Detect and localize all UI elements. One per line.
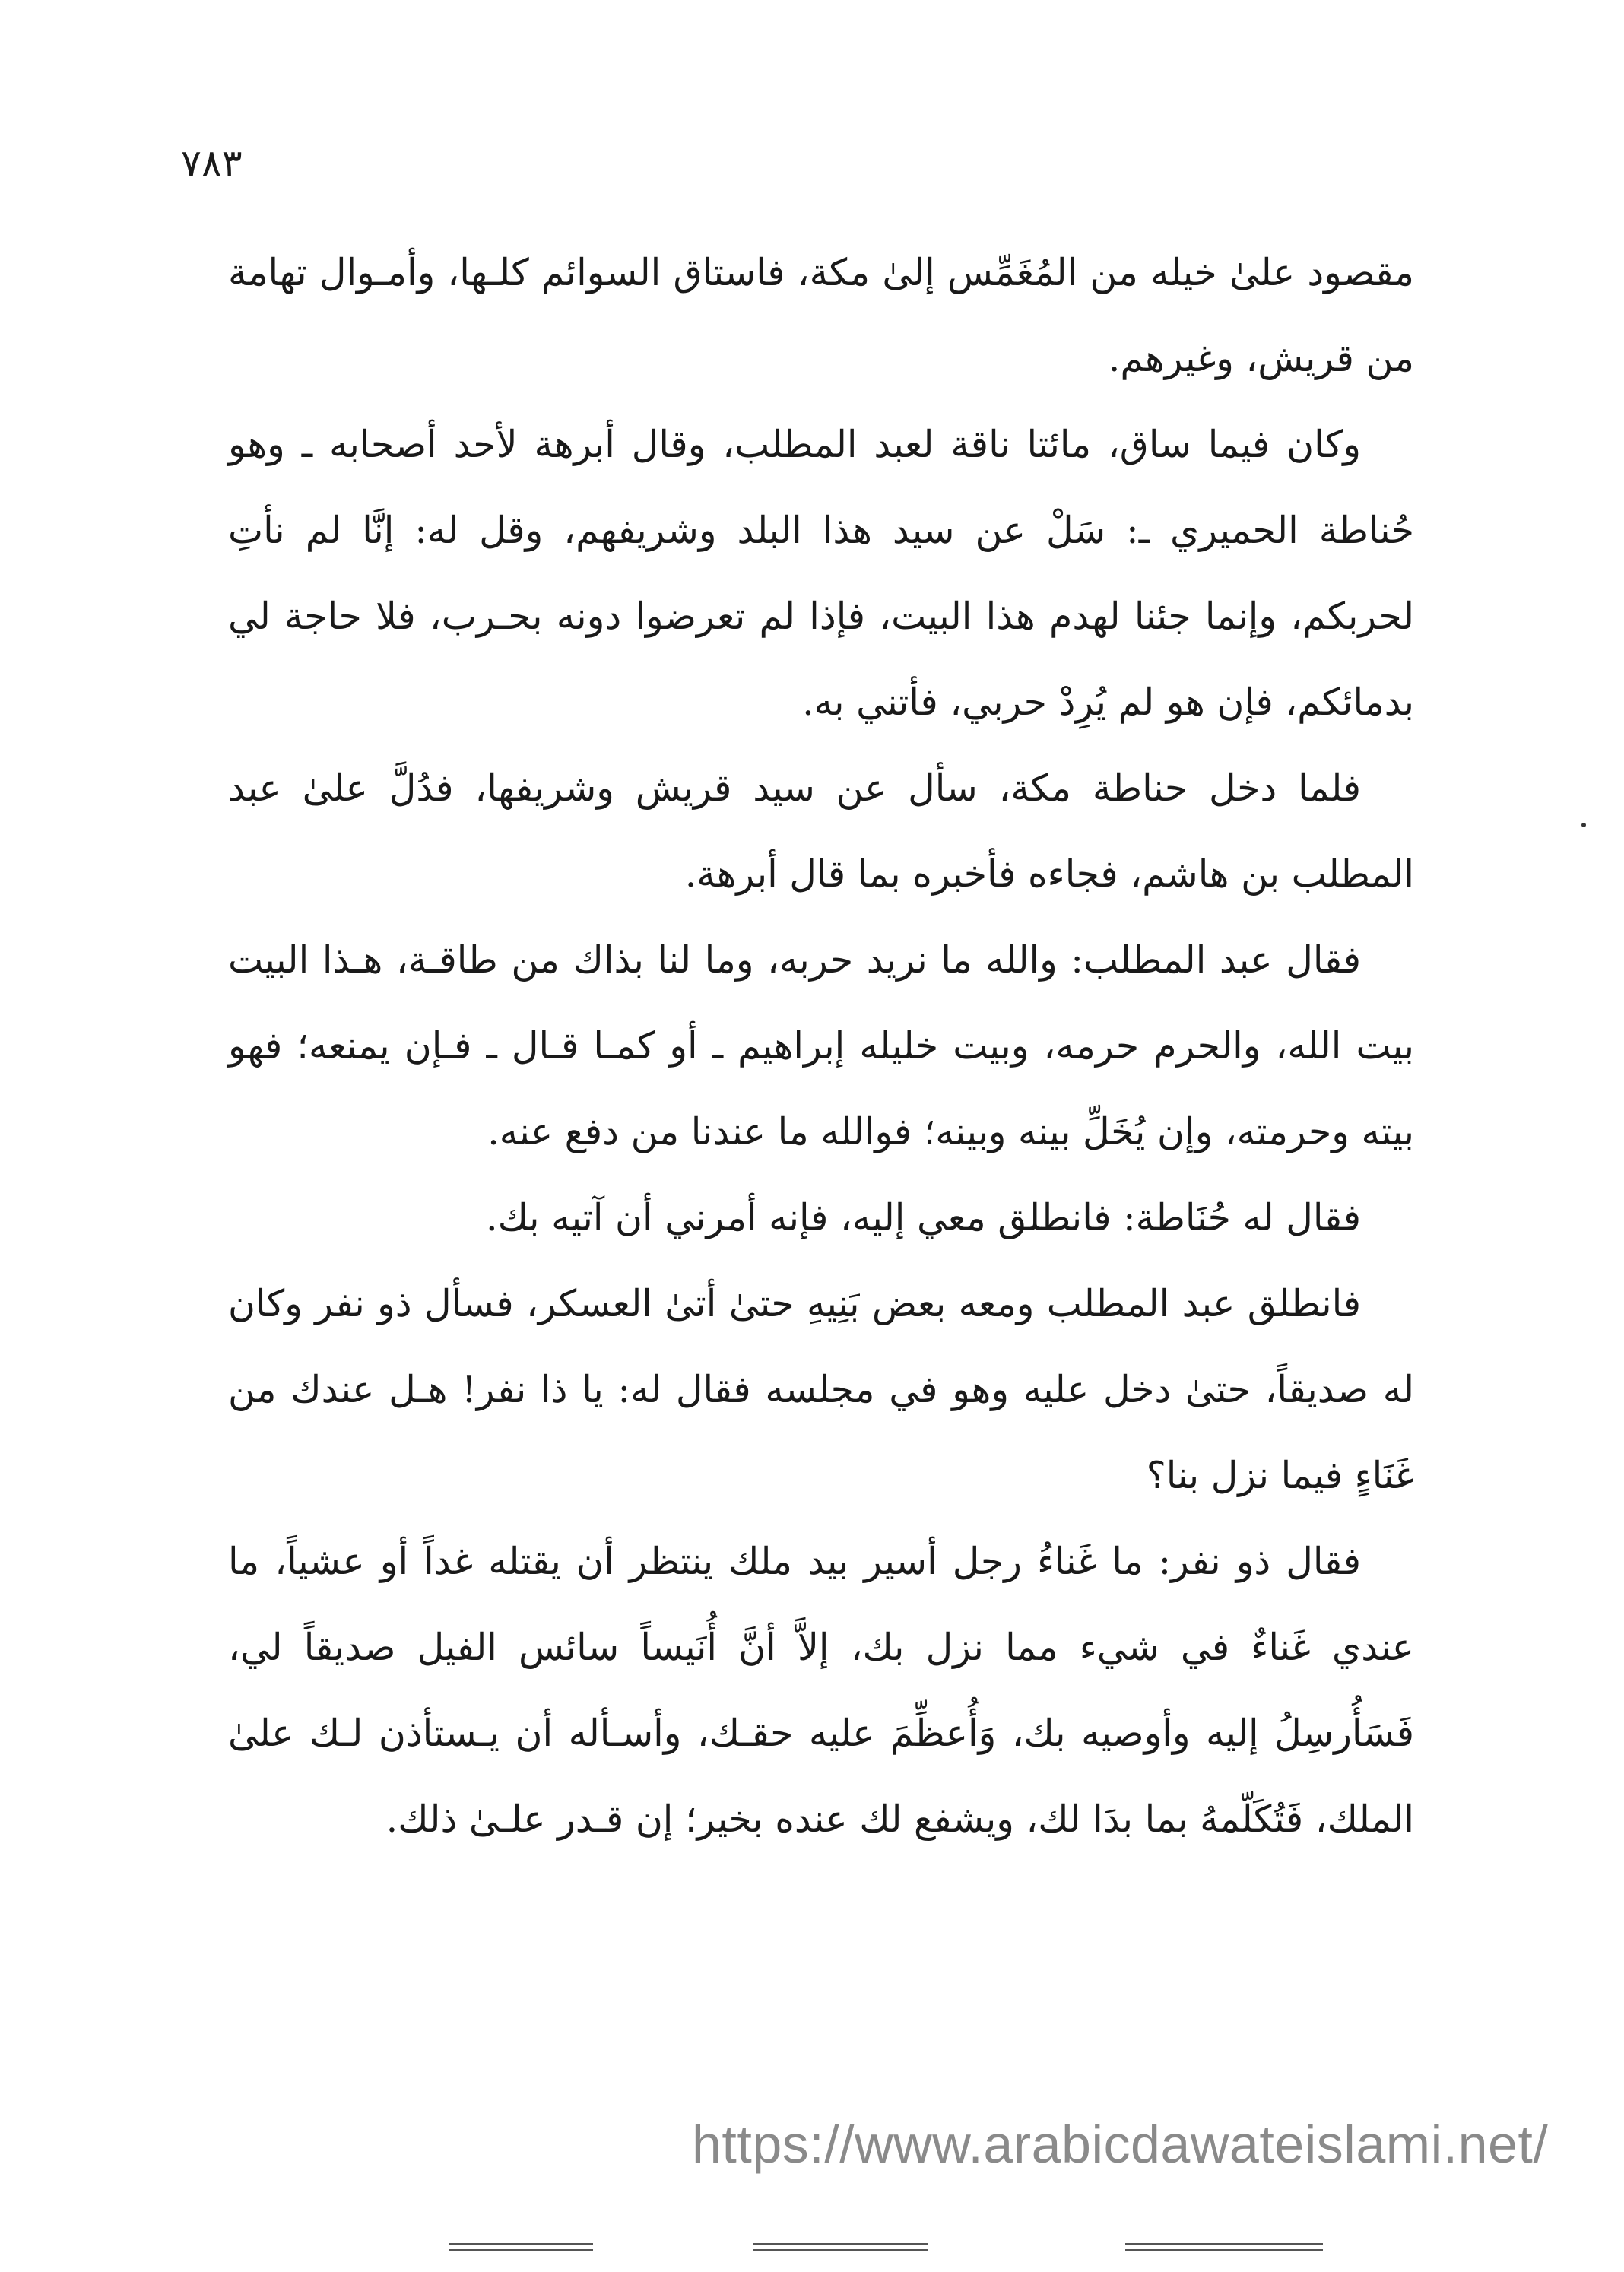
paragraph: فقال عبد المطلب: والله ما نريد حربه، وما لنا بذاك من طاقـة، هـذا البيت بيت الله، والحرم حرمه، وبيت خليله إبراهيم ـ أو كمـا قـال ـ فـإن يمنعه؛ فهو بيته وحرمته، وإن يُخَلِّ بينه وبينه؛ فوالله ما عندنا من دفع عنه. [228, 938, 1414, 1153]
paragraph: فقال ذو نفر: ما غَناءُ رجل أسير بيد ملك ينتظر أن يقتله غداً أو عشياً، ما عندي غَناءٌ في شيء مما نزل بك، إلاَّ أنَّ أُنَيساً سائس الفيل صديقاً لي، فَسَأُرسِلُ إليه وأوصيه بك، وَأُعظِّمَ عليه حقـك، وأسـأله أن يـستأذن لـك علىٰ الملك، فَتُكَلّمهُ بما بدَا لك، ويشفع لك عنده بخير؛ إن قـدر علـىٰ ذلك. [228, 1540, 1414, 1841]
paragraph: فلما دخل حناطة مكة، سأل عن سيد قريش وشريفها، فدُلَّ علىٰ عبد المطلب بن هاشم، فجاءه فأخبره بما قال أبرهة. [228, 766, 1414, 896]
page-body [228, 230, 1414, 1862]
footer-rule-right [1125, 2243, 1323, 2245]
paragraph: فقال له حُنَاطة: فانطلق معي إليه، فإنه أمرني أن آتيه بك. [486, 1196, 1361, 1239]
footer-rule-left [449, 2243, 593, 2245]
paragraph: وكان فيما ساق، مائتا ناقة لعبد المطلب، وقال أبرهة لأحد أصحابه ـ وهو حُناطة الحميري ـ: سَلْ عن سيد هذا البلد وشريفهم، وقل له: إنَّا لم نأتِ لحربكم، وإنما جئنا لهدم هذا البيت، فإذا لم تعرضوا دونه بحـرب، فلا حاجة لي بدمائكم، فإن هو لم يُرِدْ حربي، فأتني به. [228, 423, 1414, 724]
footer-rule-center [753, 2243, 928, 2245]
page-number: ٧٨٣ [181, 141, 243, 186]
paragraph: فانطلق عبد المطلب ومعه بعض بَنِيهِ حتىٰ أتىٰ العسكر، فسأل ذو نفر وكان له صديقاً، حتىٰ دخل عليه وهو في مجلسه فقال له: يا ذا نفر! هـل عندك من غَنَاءٍ فيما نزل بنا؟ [228, 1282, 1414, 1497]
watermark-url: https://www.arabicdawateislami.net/ [692, 2115, 1549, 2174]
paragraph: مقصود علىٰ خيله من المُغَمِّس إلىٰ مكة، فاستاق السوائم كلـها، وأمـوال تهامة من قريش، وغيرهم. [228, 251, 1414, 380]
margin-mark [1581, 823, 1586, 827]
